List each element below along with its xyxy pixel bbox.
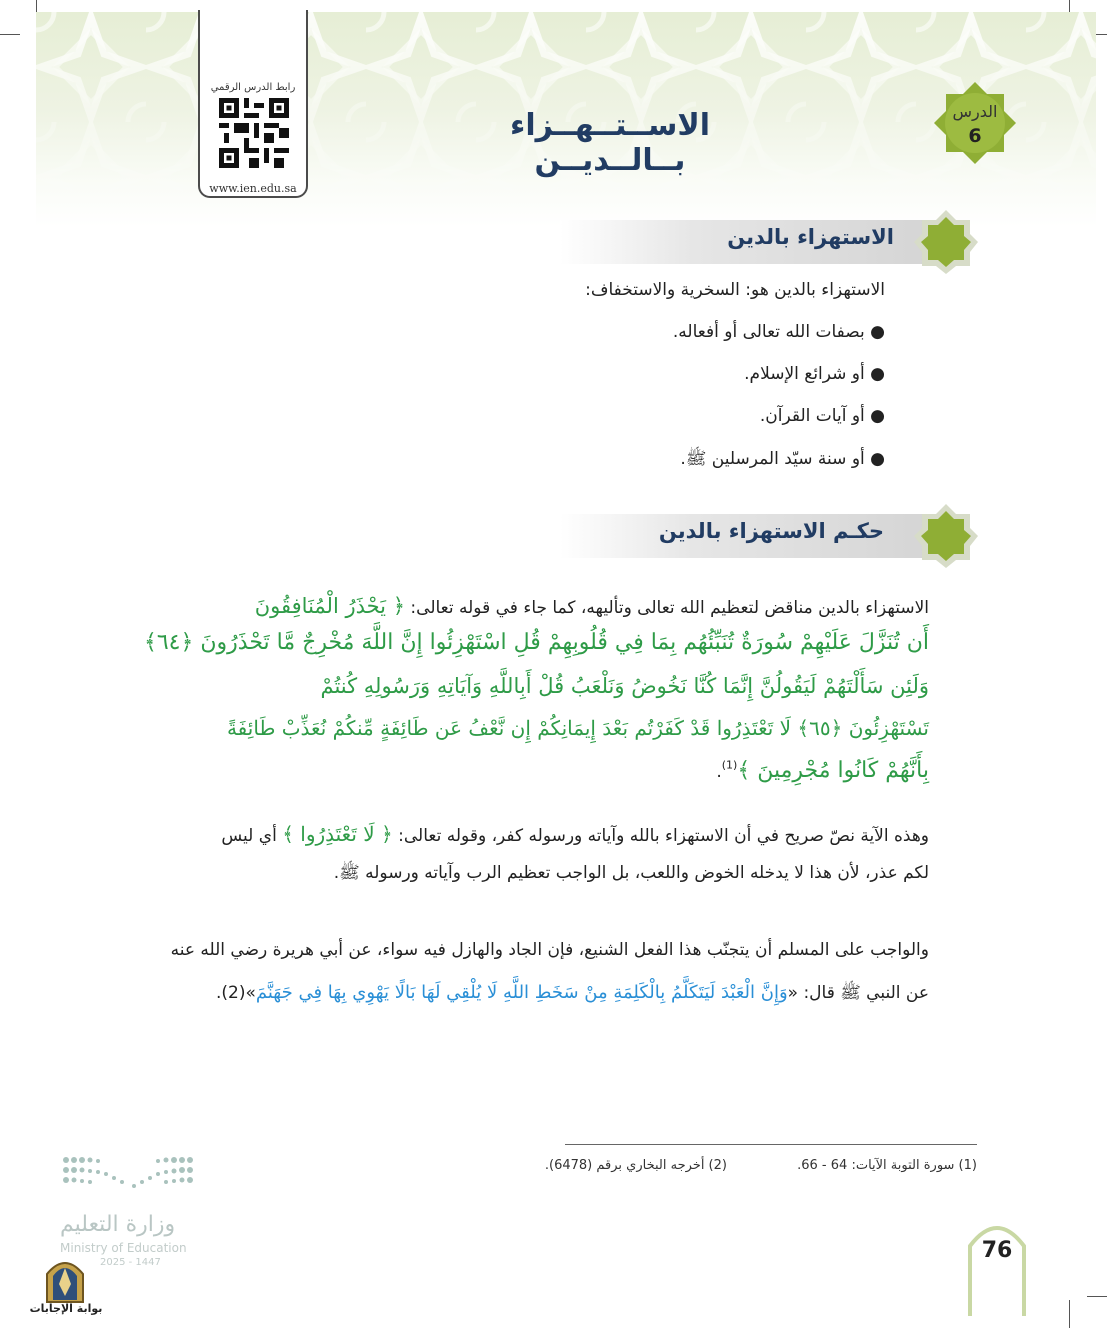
duty-paragraph-line: عن النبي ﷺ قال: «وَإِنَّ الْعَبْدَ لَيَتَكَلَّمُ بِالْكَلِمَةِ مِنْ سَخَطِ اللَّهِ لَا يُلْقِي لَهَا بَالًا يَهْوِي بِهَا فِي جَهَنَّمَ»(2). — [215, 982, 929, 1003]
duty-paragraph-line: والواجب على المسلم أن يتجنّب هذا الفعل الشنيع، فإن الجاد والهازل فيه سواء، عن أبي هريرة رضي الله عنه — [170, 940, 929, 960]
octagram-icon — [932, 80, 1018, 166]
quran-verse-line: أَن تُنَزَّلَ عَلَيْهِمْ سُورَةٌ تُنَبِّئُهُم بِمَا فِي قُلُوبِهِمْ قُلِ اسْتَهْزِئُوا إِنَّ اللَّهَ مُخْرِجٌ مَّا تَحْذَرُونَ ﴿٦٤﴾ — [143, 630, 929, 655]
ruling-intro-text: الاستهزاء بالدين مناقض لتعظيم الله تعالى وتأليهه، كما جاء في قوله تعالى: ﴿ يَحْذَرُ الْمُنَافِقُونَ — [254, 594, 929, 618]
bullet-item: ● بصفات الله تعالى أو أفعاله. — [672, 322, 885, 342]
octagram-emblem-icon — [912, 208, 980, 276]
ministry-english-name: Ministry of Education — [60, 1241, 187, 1255]
qr-code-icon[interactable] — [219, 98, 289, 168]
ministry-dots-emblem-icon — [58, 1152, 198, 1202]
ministry-arabic-name: وزارة التعليم — [60, 1212, 176, 1237]
section-heading-ruling — [560, 510, 980, 562]
page-number: 76 — [981, 1238, 1013, 1263]
bullet-item: ● أو شرائع الإسلام. — [744, 364, 885, 384]
footnote-2: (2) أخرجه البخاري برقم (6478). — [544, 1158, 727, 1173]
hadith-text: وَإِنَّ الْعَبْدَ لَيَتَكَلَّمُ بِالْكَلِمَةِ مِنْ سَخَطِ اللَّهِ لَا يُلْقِي لَهَا بَالًا يَهْوِي بِهَا فِي جَهَنَّمَ — [255, 982, 788, 1003]
watermark-caption: بوابة الإجابات — [29, 1302, 103, 1315]
section-heading-mockery — [560, 216, 980, 268]
qr-url[interactable]: www.ien.edu.sa — [209, 182, 297, 195]
lesson-title: الاســتــهــزاء بــالــديــن — [510, 108, 710, 178]
qr-label: رابط الدرس الرقمي — [210, 82, 296, 93]
quran-verse-line-last: بِأَنَّهُمْ كَانُوا مُجْرِمِينَ ﴾$^{(1)}$. — [716, 758, 929, 783]
quran-verse-line: تَسْتَهْزِئُونَ ﴿٦٥﴾ لَا تَعْتَذِرُوا قَدْ كَفَرْتُم بَعْدَ إِيمَانِكُمْ إِن نَّعْفُ عَن طَائِفَةٍ مِّنكُمْ نُعَذِّبْ طَائِفَةً — [226, 716, 929, 740]
footnote-1: (1) سورة التوبة الآيات: 64 - 66. — [797, 1158, 977, 1173]
explanation-paragraph-line: لكم عذر، لأن هذا لا يدخله الخوض واللعب، بل الواجب تعظيم الرب وآياته ورسوله ﷺ. — [333, 863, 929, 883]
lesson-number-badge — [932, 80, 1018, 166]
definition-text: الاستهزاء بالدين هو: السخرية والاستخفاف: — [585, 280, 885, 300]
lesson-label: الدرس — [952, 102, 998, 121]
bullet-item: ● أو آيات القرآن. — [759, 406, 885, 426]
page-number-tab — [966, 1216, 1028, 1316]
section-heading-title: حكـم الاستهزاء بالدين — [658, 519, 884, 543]
digital-lesson-qr-card[interactable] — [198, 10, 308, 198]
explanation-paragraph-line: وهذه الآية نصّ صريح في أن الاستهزاء بالله وآياته ورسوله كفر، وقوله تعالى: ﴿ لَا تَعْتَذِرُوا ﴾ أي ليس — [221, 822, 929, 846]
footnote-divider — [565, 1144, 977, 1145]
pen-nib-arch-icon — [30, 1254, 100, 1304]
quran-verse-start: ﴿ يَحْذَرُ الْمُنَافِقُونَ — [254, 594, 406, 618]
lesson-number: 6 — [968, 125, 982, 147]
ministry-year: 2025 - 1447 — [100, 1257, 161, 1268]
watermark-logo — [29, 1254, 103, 1324]
section-heading-title: الاستهزاء بالدين — [727, 225, 894, 249]
bullet-item: ● أو سنة سيّد المرسلين ﷺ. — [680, 449, 885, 469]
quran-verse-line: وَلَئِن سَأَلْتَهُمْ لَيَقُولُنَّ إِنَّمَا كُنَّا نَخُوضُ وَنَلْعَبُ قُلْ أَبِاللَّهِ وَآيَاتِهِ وَرَسُولِهِ كُنتُمْ — [320, 674, 929, 698]
octagram-emblem-icon — [912, 502, 980, 570]
